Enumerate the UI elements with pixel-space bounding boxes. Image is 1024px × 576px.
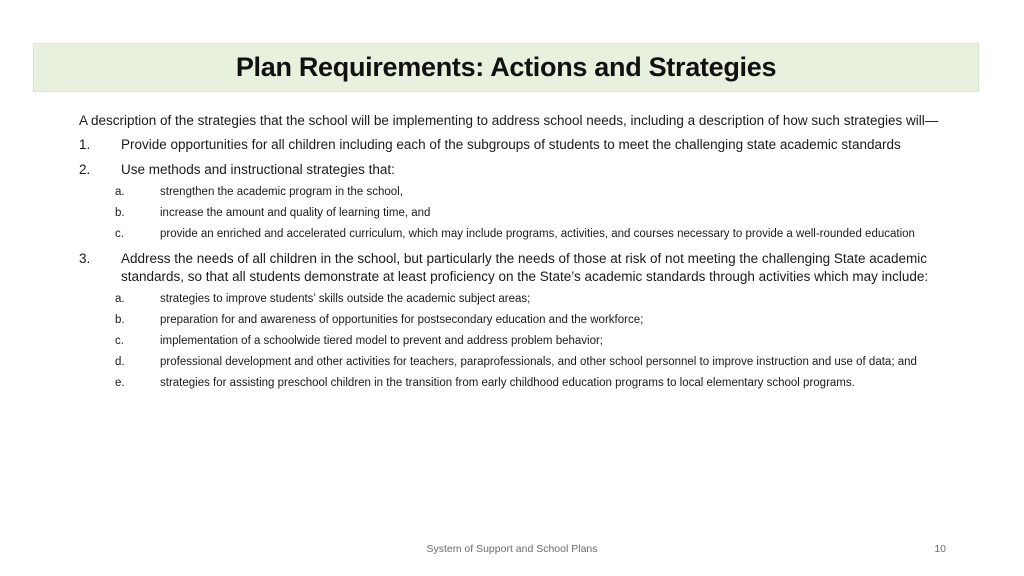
list-item-3 [79, 250, 951, 286]
sub-item-3a [79, 291, 951, 307]
sub-item-3e [79, 375, 951, 391]
list-item-1 [79, 136, 951, 154]
sub-item-3d [79, 354, 951, 370]
sub-letter: b. [115, 314, 125, 326]
sub-letter: b. [115, 207, 125, 219]
slide-body [79, 112, 951, 396]
sub-item-3b [79, 312, 951, 328]
sub-letter: c. [115, 335, 124, 347]
sub-text: strategies for assisting preschool children in the transition from early childhood education programs to local elementary school programs. [160, 377, 855, 389]
page-number: 10 [934, 543, 946, 555]
list-number: 1. [79, 137, 91, 152]
list-text: Use methods and instructional strategies that: [121, 162, 395, 177]
list-text: Address the needs of all children in the school, but particularly the needs of those at risk of not meeting the challenging State academic standards, so that all students demonstrate at least proficiency on the State’s academic standards through activities which may include: [121, 251, 929, 284]
sub-text: increase the amount and quality of learning time, and [160, 207, 431, 219]
sub-item-2a [79, 184, 951, 200]
sub-text: strategies to improve students’ skills outside the academic subject areas; [160, 293, 531, 305]
footer-text: System of Support and School Plans [426, 543, 598, 555]
sub-item-2b [79, 205, 951, 221]
sub-letter: c. [115, 228, 124, 240]
list-item-2 [79, 161, 951, 179]
list-number: 3. [79, 251, 91, 266]
sub-text: provide an enriched and accelerated curriculum, which may include programs, activities, and courses necessary to provide a well-rounded education [160, 228, 915, 240]
sub-text: professional development and other activities for teachers, paraprofessionals, and other school personnel to improve instruction and use of data; and [160, 356, 917, 368]
sub-item-3c [79, 333, 951, 349]
sub-item-2c [79, 226, 951, 242]
sub-text: implementation of a schoolwide tiered model to prevent and address problem behavior; [160, 335, 604, 347]
sub-text: preparation for and awareness of opportunities for postsecondary education and the workforce; [160, 314, 644, 326]
slide-title: Plan Requirements: Actions and Strategies [235, 52, 777, 82]
title-bar [33, 43, 979, 92]
sub-text: strengthen the academic program in the school, [160, 186, 403, 198]
sub-letter: d. [115, 356, 125, 368]
intro-text: A description of the strategies that the school will be implementing to address school needs, including a description of how such strategies will— [79, 113, 939, 128]
sub-letter: e. [115, 377, 125, 389]
list-text: Provide opportunities for all children including each of the subgroups of students to meet the challenging state academic standards [121, 137, 901, 152]
sub-letter: a. [115, 293, 125, 305]
list-number: 2. [79, 162, 91, 177]
sub-letter: a. [115, 186, 125, 198]
